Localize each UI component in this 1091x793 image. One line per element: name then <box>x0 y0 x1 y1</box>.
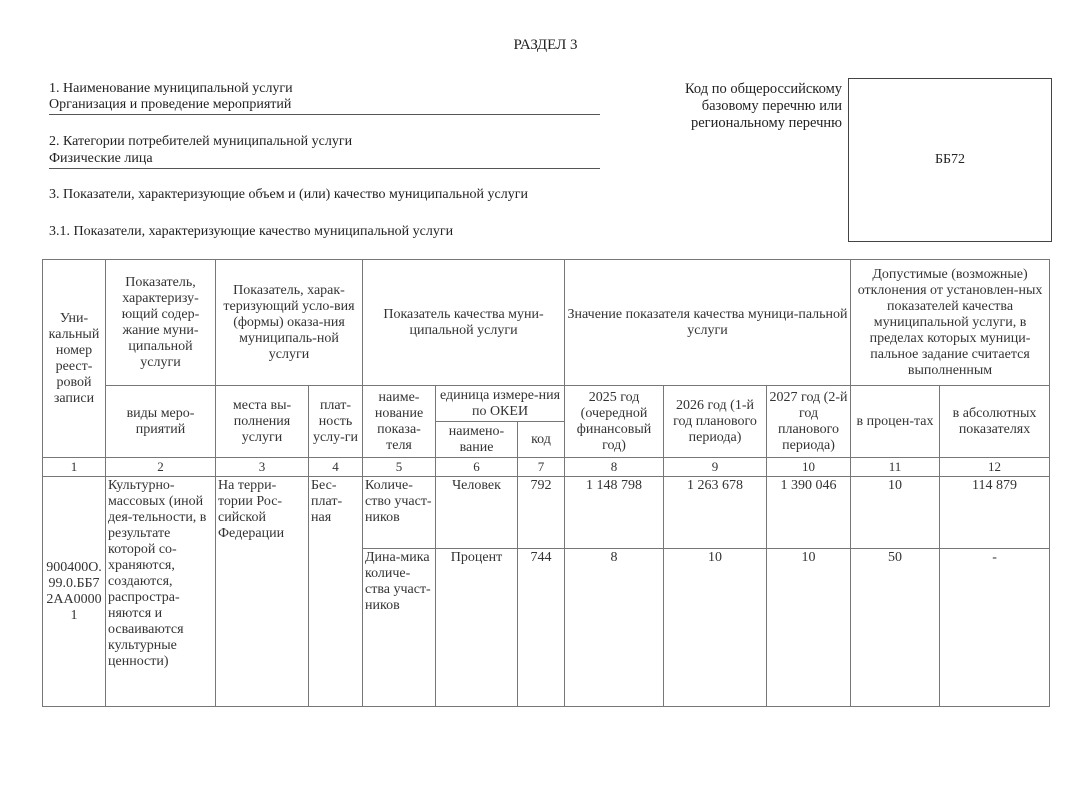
header-year-2026: 2026 год (1-й год планового периода) <box>664 386 767 458</box>
row-value-2026: 1 263 678 <box>664 477 767 549</box>
header-percent: в процен-тах <box>851 386 940 458</box>
header-quality-indicator: Показатель качества муни-ципальной услуги <box>363 260 565 386</box>
column-number: 8 <box>565 458 664 477</box>
header-indicator-name: наиме-нование показа-теля <box>363 386 436 458</box>
header-year-2027: 2027 год (2-й год планового периода) <box>767 386 851 458</box>
header-payment: плат-ность услу-ги <box>309 386 363 458</box>
row-value-2026: 10 <box>664 549 767 707</box>
header-kinds: виды меро-приятий <box>106 386 216 458</box>
header-place: места вы-полнения услуги <box>216 386 309 458</box>
service-name-label: 1. Наименование муниципальной услуги <box>49 81 293 96</box>
column-number: 2 <box>106 458 216 477</box>
heading-3: 3. Показатели, характеризующие объем и (или) качество муниципальной услуги <box>49 187 528 202</box>
column-number: 5 <box>363 458 436 477</box>
row-deviation-absolute: 114 879 <box>940 477 1050 549</box>
header-unit: единица измере-ния по ОКЕИ <box>436 386 565 422</box>
column-number: 3 <box>216 458 309 477</box>
row-unit-code: 792 <box>518 477 565 549</box>
row-indicator-name: Количе-ство участ-ников <box>363 477 436 549</box>
header-content-indicator: Показатель, характеризу-ющий содер-жание муни-ципальной услуги <box>106 260 216 386</box>
header-year-2025: 2025 год (очередной финансовый год) <box>565 386 664 458</box>
column-number: 9 <box>664 458 767 477</box>
column-number: 4 <box>309 458 363 477</box>
row-indicator-name: Дина-мика количе-ства участ-ников <box>363 549 436 707</box>
code-label: Код по общероссийскому базовому перечню или региональному перечню <box>684 81 842 131</box>
code-value: ББ72 <box>934 152 966 167</box>
row-unit-name: Процент <box>436 549 518 707</box>
table-row <box>43 477 1050 549</box>
header-unit-code: код <box>518 422 565 458</box>
service-name-value: Организация и проведение мероприятий <box>49 97 600 115</box>
row-value-2027: 10 <box>767 549 851 707</box>
column-number: 1 <box>43 458 106 477</box>
column-number: 11 <box>851 458 940 477</box>
consumer-category-value: Физические лица <box>49 151 600 169</box>
row-unit-name: Человек <box>436 477 518 549</box>
record-payment: Бес-плат-ная <box>309 477 363 707</box>
record-place: На терри-тории Рос-сийской Федерации <box>216 477 309 707</box>
section-title: РАЗДЕЛ 3 <box>513 37 578 53</box>
header-absolute: в абсолютных показателях <box>940 386 1050 458</box>
record-unique-number: 900400О.99.0.ББ72АА00001 <box>43 477 106 707</box>
column-number: 7 <box>518 458 565 477</box>
header-unique-number: Уни-кальный номер реест-ровой записи <box>43 260 106 458</box>
heading-3-1: 3.1. Показатели, характеризующие качество муниципальной услуги <box>49 224 454 239</box>
header-allowed-deviation: Допустимые (возможные) отклонения от установлен-ных показателей качества муниципальной услуги, в пределах которых муници-пальное задание считается выполненным <box>851 260 1050 386</box>
row-value-2025: 8 <box>565 549 664 707</box>
header-conditions-indicator: Показатель, харак-теризующий усло-вия (формы) оказа-ния муниципаль-ной услуги <box>216 260 363 386</box>
column-number: 6 <box>436 458 518 477</box>
quality-indicators-table <box>42 259 1050 707</box>
row-value-2025: 1 148 798 <box>565 477 664 549</box>
header-quality-value: Значение показателя качества муници-пальной услуги <box>565 260 851 386</box>
code-box <box>848 78 1052 242</box>
column-number: 10 <box>767 458 851 477</box>
row-deviation-percent: 10 <box>851 477 940 549</box>
row-value-2027: 1 390 046 <box>767 477 851 549</box>
row-deviation-absolute: - <box>940 549 1050 707</box>
consumer-category-label: 2. Категории потребителей муниципальной услуги <box>49 134 353 149</box>
column-number: 12 <box>940 458 1050 477</box>
row-unit-code: 744 <box>518 549 565 707</box>
record-kind: Культурно-массовых (иной дея-тельности, в результате которой со-храняются, создаются, распростра-няются и осваиваются культурные ценности) <box>106 477 216 707</box>
row-deviation-percent: 50 <box>851 549 940 707</box>
header-unit-name: наимено-вание <box>436 422 518 458</box>
